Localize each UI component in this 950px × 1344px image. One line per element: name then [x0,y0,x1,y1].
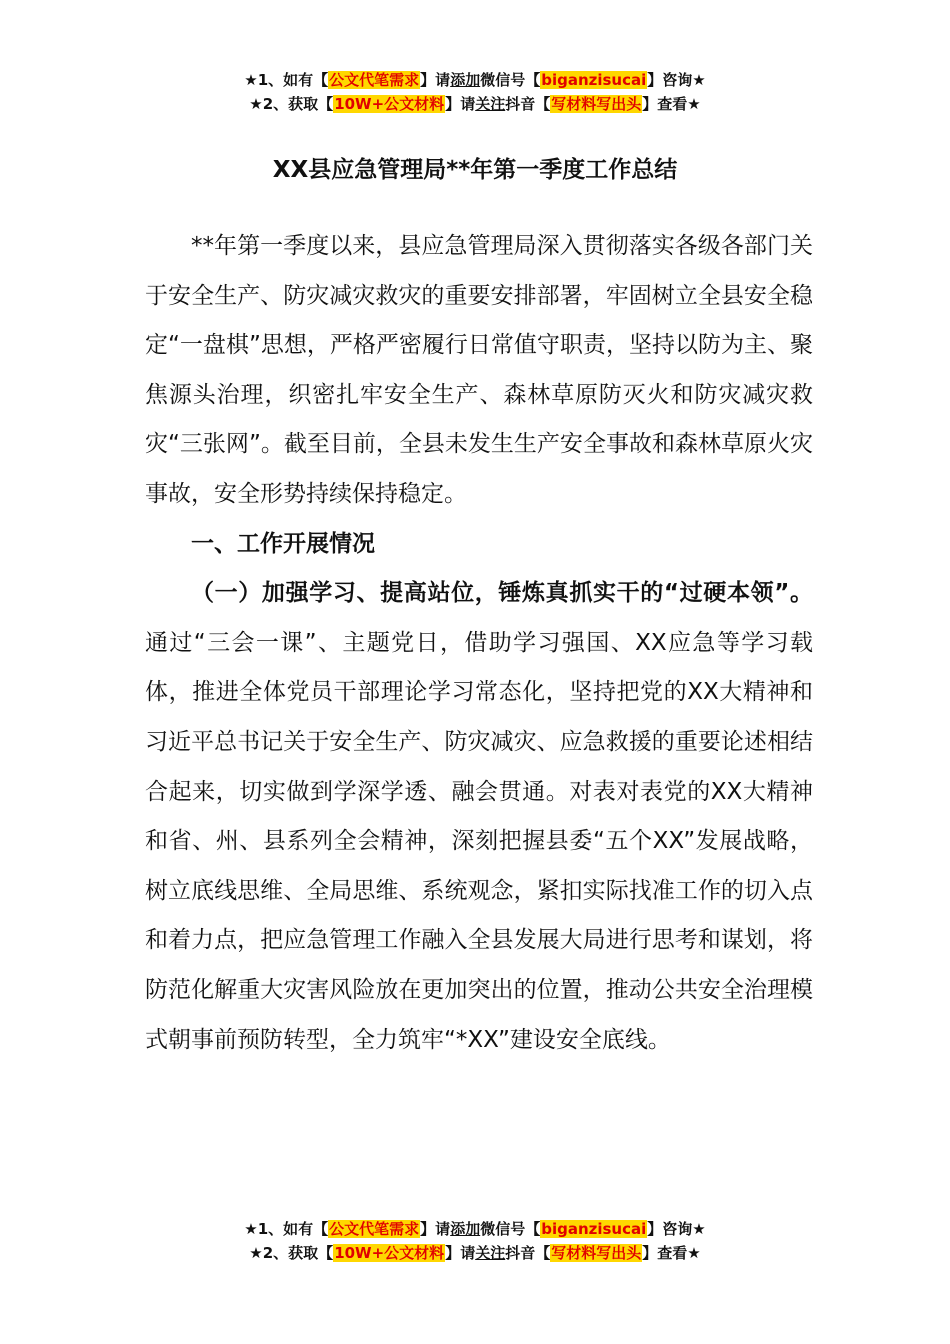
highlight-service: 公文代笔需求 [329,1220,420,1238]
paragraph-intro: **年第一季度以来，县应急管理局深入贯彻落实各级各部门关于安全生产、防灾减灾救灾的重要安排部署，牢固树立全县安全稳定“一盘棋”思想，严格严密履行日常值守职责，坚持以防为主、聚焦源头治理，织密扎牢安全生产、森林草原防灭火和防灾减灾救灾“三张网”。截至目前，全县未发生生产安全事故和森林草原火灾事故，安全形势持续保持稳定。 [145,233,813,507]
subsection-heading: （一）加强学习、提高站位，锤炼真抓实干的“过硬本领”。 [191,580,813,607]
highlight-service: 公文代笔需求 [329,71,420,89]
top-banner [0,68,950,116]
banner-line-1: ★1、如有【公文代笔需求】请添加微信号【biganzisucai】咨询★ [244,71,706,89]
highlight-wechat-id: biganzisucai [541,71,647,89]
paragraph-section-1: （一）加强学习、提高站位，锤炼真抓实干的“过硬本领”。通过“三会一课”、主题党日，借助学习强国、XX应急等学习载体，推进全体党员干部理论学习常态化，坚持把党的XX大精神和习近平总书记关于安全生产、防灾减灾、应急救援的重要论述相结合起来，切实做到学深学透、融会贯通。对表对表党的XX大精神和省、州、县系列全会精神，深刻把握县委“五个XX”发展战略，树立底线思维、全局思维、系统观念，紧扣实际找准工作的切入点和着力点，把应急管理工作融入全县发展大局进行思考和谋划，将防范化解重大灾害风险放在更加突出的位置，推动公共安全治理模式朝事前预防转型，全力筑牢“*XX”建设安全底线。 [145,580,813,1053]
banner-line-2: ★2、获取【10W+公文材料】请关注抖音【写材料写出头】查看★ [249,1244,701,1262]
highlight-materials: 10W+公文材料 [334,95,445,113]
banner-line-2: ★2、获取【10W+公文材料】请关注抖音【写材料写出头】查看★ [249,95,701,113]
banner-line-1: ★1、如有【公文代笔需求】请添加微信号【biganzisucai】咨询★ [244,1220,706,1238]
highlight-douyin: 写材料写出头 [551,95,642,113]
highlight-materials: 10W+公文材料 [334,1244,445,1262]
bottom-banner [0,1217,950,1265]
section-heading: 一、工作开展情况 [191,530,375,557]
highlight-wechat-id: biganzisucai [541,1220,647,1238]
document-body [145,222,813,1065]
document-title: XX县应急管理局**年第一季度工作总结 [272,157,678,183]
highlight-douyin: 写材料写出头 [551,1244,642,1262]
